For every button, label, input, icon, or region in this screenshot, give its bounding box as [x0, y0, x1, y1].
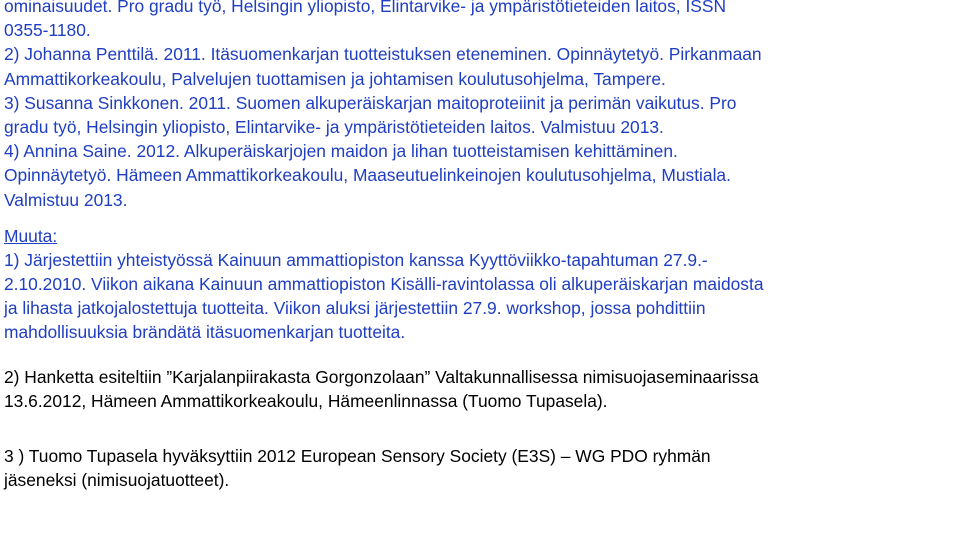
reference-1-tail — [4, 0, 956, 42]
text-line: 2) Johanna Penttilä. 2011. Itäsuomenkarjan tuotteistuksen eteneminen. Opinnäytetyö. Pirkanmaan — [4, 44, 762, 65]
text-line: 4) Annina Saine. 2012. Alkuperäiskarjojen maidon ja lihan tuotteistamisen kehittäminen. — [4, 141, 678, 162]
text-line: 2.10.2010. Viikon aikana Kainuun ammattiopiston Kisälli-ravintolassa oli alkuperäiskarjan maidosta — [4, 274, 764, 295]
text-line: ominaisuudet. Pro gradu työ, Helsingin yliopisto, Elintarvike- ja ympäristötieteiden laitos, ISSN — [4, 0, 727, 16]
reference-4 — [4, 139, 956, 212]
text-line: ja lihasta jatkojalostettuja tuotteita. Viikon aluksi järjestettiin 27.9. workshop, jossa pohdittiin — [4, 298, 706, 319]
text-line: 13.6.2012, Hämeen Ammattikorkeakoulu, Hämeenlinnassa (Tuomo Tupasela). — [4, 390, 608, 411]
text-line: jäseneksi (nimisuojatuotteet). — [4, 470, 230, 491]
muuta-heading-row — [4, 224, 956, 248]
text-line: Valmistuu 2013. — [4, 189, 128, 210]
text-line: 1) Järjestettiin yhteistyössä Kainuun ammattiopiston kanssa Kyyttöviikko-tapahtuman 27.9.- — [4, 249, 708, 270]
reference-3 — [4, 91, 956, 139]
text-line: gradu työ, Helsingin yliopisto, Elintarvike- ja ympäristötieteiden laitos. Valmistuu 2013. — [4, 116, 664, 137]
text-line: 2) Hanketta esiteltiin ”Karjalanpiirakasta Gorgonzolaan” Valtakunnallisessa nimisuojaseminaarissa — [4, 366, 759, 387]
document-page — [4, 0, 956, 492]
text-line: 3) Susanna Sinkkonen. 2011. Suomen alkuperäiskarjan maitoproteiinit ja perimän vaikutus. Pro — [4, 92, 737, 113]
muuta-heading: Muuta: — [4, 225, 58, 246]
text-line: Ammattikorkeakoulu, Palvelujen tuottamisen ja johtamisen koulutusohjelma, Tampere. — [4, 68, 666, 89]
text-line: 0355-1180. — [4, 20, 91, 41]
text-line: 3 ) Tuomo Tupasela hyväksyttiin 2012 European Sensory Society (E3S) – WG PDO ryhmän — [4, 446, 711, 466]
text-line: Opinnäytetyö. Hämeen Ammattikorkeakoulu, Maaseutuelinkeinojen koulutusohjelma, Mustiala. — [4, 165, 731, 186]
muuta-item-3 — [4, 444, 956, 492]
reference-2 — [4, 42, 956, 90]
text-line: mahdollisuuksia brändätä itäsuomenkarjan tuotteita. — [4, 322, 406, 343]
muuta-item-1 — [4, 248, 956, 345]
muuta-item-2 — [4, 365, 956, 413]
